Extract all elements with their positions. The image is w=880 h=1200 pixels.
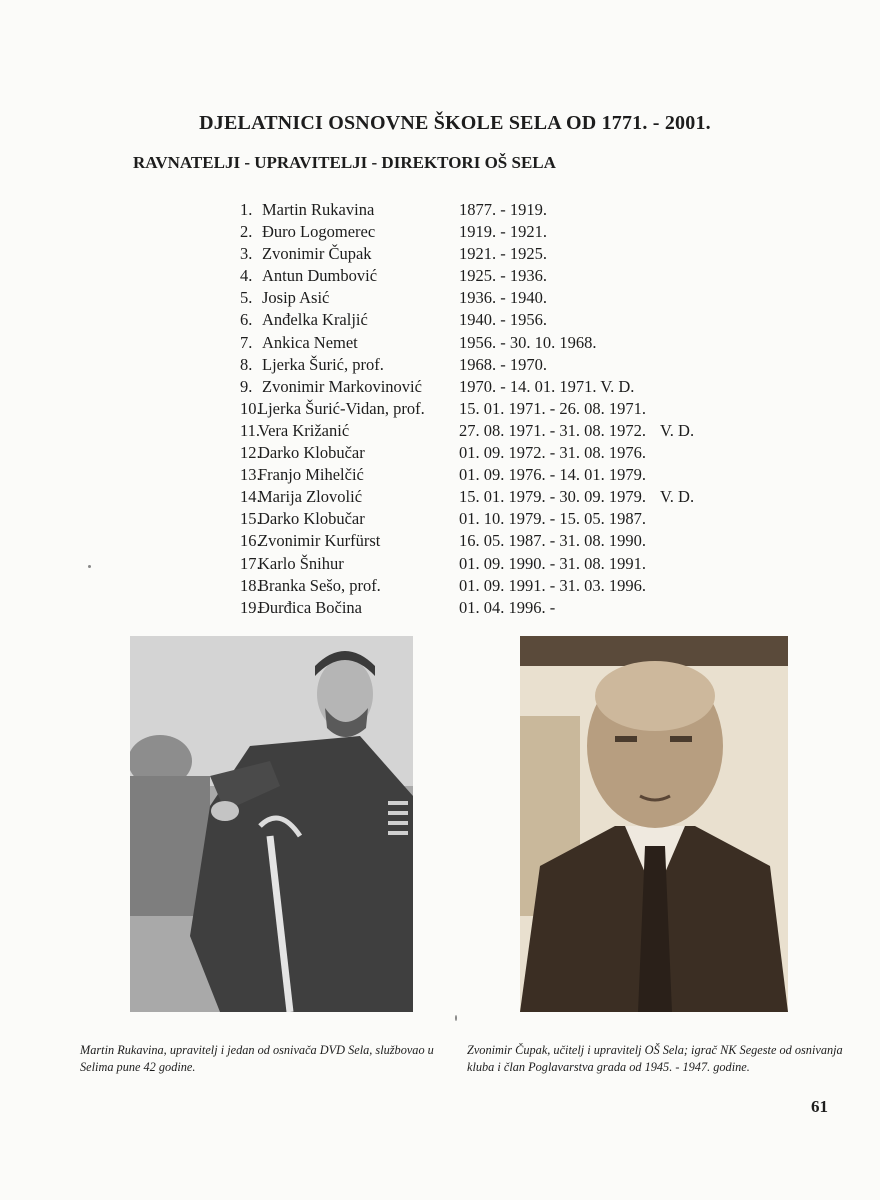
- director-number: 11.: [240, 420, 261, 440]
- director-row: [240, 553, 760, 575]
- director-dates: 1940. - 1956.: [459, 310, 547, 330]
- director-row: [240, 420, 760, 442]
- director-dates: 01. 09. 1991. - 31. 03. 1996.: [459, 575, 646, 595]
- section-subtitle: RAVNATELJI - UPRAVITELJI - DIREKTORI OŠ SELA: [133, 153, 556, 172]
- director-row: [240, 243, 760, 265]
- director-name: Karlo Šnihur: [258, 553, 344, 573]
- director-name: Zvonimir Čupak: [262, 244, 372, 264]
- caption-left: Martin Rukavina, upravitelj i jedan od osnivača DVD Sela, službovao u Selima pune 42 godine.: [80, 1043, 434, 1074]
- director-number: 2.: [240, 222, 253, 242]
- director-name: Zvonimir Kurfürst: [258, 531, 381, 551]
- director-row: [240, 309, 760, 331]
- director-name: Franjo Mihelčić: [258, 465, 364, 485]
- director-dates: 01. 09. 1990. - 31. 08. 1991.: [459, 553, 646, 573]
- director-note: V. D.: [660, 420, 695, 440]
- director-row: [240, 287, 760, 309]
- director-dates: 1919. - 1921.: [459, 222, 547, 242]
- page-number: 61: [811, 1097, 828, 1116]
- director-row: [240, 464, 760, 486]
- director-dates: 1921. - 1925.: [459, 244, 547, 264]
- director-number: 3.: [240, 244, 253, 264]
- photo-martin-rukavina: [130, 636, 413, 1012]
- director-number: 17.: [240, 553, 261, 573]
- director-name: Vera Križanić: [258, 420, 350, 440]
- director-number: 18.: [240, 575, 261, 595]
- director-dates: 27. 08. 1971. - 31. 08. 1972.: [459, 420, 646, 440]
- director-dates: 1936. - 1940.: [459, 288, 547, 308]
- director-name: Zvonimir Markovinović: [262, 376, 422, 396]
- director-dates: 01. 09. 1976. - 14. 01. 1979.: [459, 465, 646, 485]
- director-name: Josip Asić: [262, 288, 330, 308]
- director-name: Antun Dumbović: [262, 266, 378, 286]
- director-dates: 1925. - 1936.: [459, 266, 547, 286]
- director-row: [240, 221, 760, 243]
- director-row: [240, 575, 760, 597]
- director-row: [240, 530, 760, 552]
- director-note: V. D.: [660, 487, 695, 507]
- director-number: 10.: [240, 398, 261, 418]
- director-dates: 16. 05. 1987. - 31. 08. 1990.: [459, 531, 646, 551]
- director-row: [240, 508, 760, 530]
- director-number: 1.: [240, 200, 253, 219]
- director-name: Martin Rukavina: [262, 200, 375, 219]
- scan-speck: [88, 565, 91, 568]
- director-number: 9.: [240, 376, 253, 396]
- director-name: Marija Zlovolić: [258, 487, 363, 507]
- director-number: 8.: [240, 354, 253, 374]
- director-row: [240, 265, 760, 287]
- director-number: 16.: [240, 531, 261, 551]
- director-dates: 1877. - 1919.: [459, 200, 547, 219]
- director-name: Darko Klobučar: [258, 509, 365, 529]
- director-name: Darko Klobučar: [258, 443, 365, 463]
- director-number: 6.: [240, 310, 253, 330]
- director-name: Đurđica Bočina: [258, 597, 363, 617]
- page-title: DJELATNICI OSNOVNE ŠKOLE SELA OD 1771. - 2001.: [199, 112, 711, 134]
- director-name: Anđelka Kraljić: [262, 310, 368, 330]
- director-dates: 1970. - 14. 01. 1971. V. D.: [459, 376, 635, 396]
- director-dates: 01. 04. 1996. -: [459, 597, 556, 617]
- director-row: [240, 376, 760, 398]
- director-number: 15.: [240, 509, 261, 529]
- photo-zvonimir-cupak: [520, 636, 788, 1012]
- director-dates: 01. 09. 1972. - 31. 08. 1976.: [459, 443, 646, 463]
- director-number: 7.: [240, 332, 253, 352]
- photo-portrait-seated-man: [130, 636, 413, 1012]
- director-dates: 1968. - 1970.: [459, 354, 547, 374]
- director-number: 5.: [240, 288, 253, 308]
- director-row: [240, 332, 760, 354]
- director-dates: 15. 01. 1979. - 30. 09. 1979.: [459, 487, 646, 507]
- director-number: 19.: [240, 597, 261, 617]
- director-name: Đuro Logomerec: [262, 222, 376, 242]
- director-dates: 1956. - 30. 10. 1968.: [459, 332, 597, 352]
- director-number: 14.: [240, 487, 261, 507]
- photo-portrait-man: [520, 636, 788, 1012]
- director-row: [240, 597, 760, 619]
- directors-list: [240, 199, 760, 619]
- director-row: [240, 442, 760, 464]
- director-name: Ankica Nemet: [262, 332, 358, 352]
- director-row: [240, 398, 760, 420]
- director-row: [240, 354, 760, 376]
- caption-right: Zvonimir Čupak, učitelj i upravitelj OŠ Sela; igrač NK Segeste od osnivanja kluba i član Poglavarstva grada od 1945. - 1947. godine.: [467, 1043, 843, 1074]
- director-number: 12.: [240, 443, 261, 463]
- director-row: [240, 486, 760, 508]
- director-dates: 15. 01. 1971. - 26. 08. 1971.: [459, 398, 646, 418]
- director-name: Branka Sešo, prof.: [258, 575, 381, 595]
- director-row: [240, 199, 760, 221]
- director-number: 13.: [240, 465, 261, 485]
- director-dates: 01. 10. 1979. - 15. 05. 1987.: [459, 509, 646, 529]
- director-name: Ljerka Šurić, prof.: [262, 354, 384, 374]
- scan-speck: [455, 1015, 457, 1021]
- director-name: Ljerka Šurić-Vidan, prof.: [258, 398, 425, 418]
- director-number: 4.: [240, 266, 253, 286]
